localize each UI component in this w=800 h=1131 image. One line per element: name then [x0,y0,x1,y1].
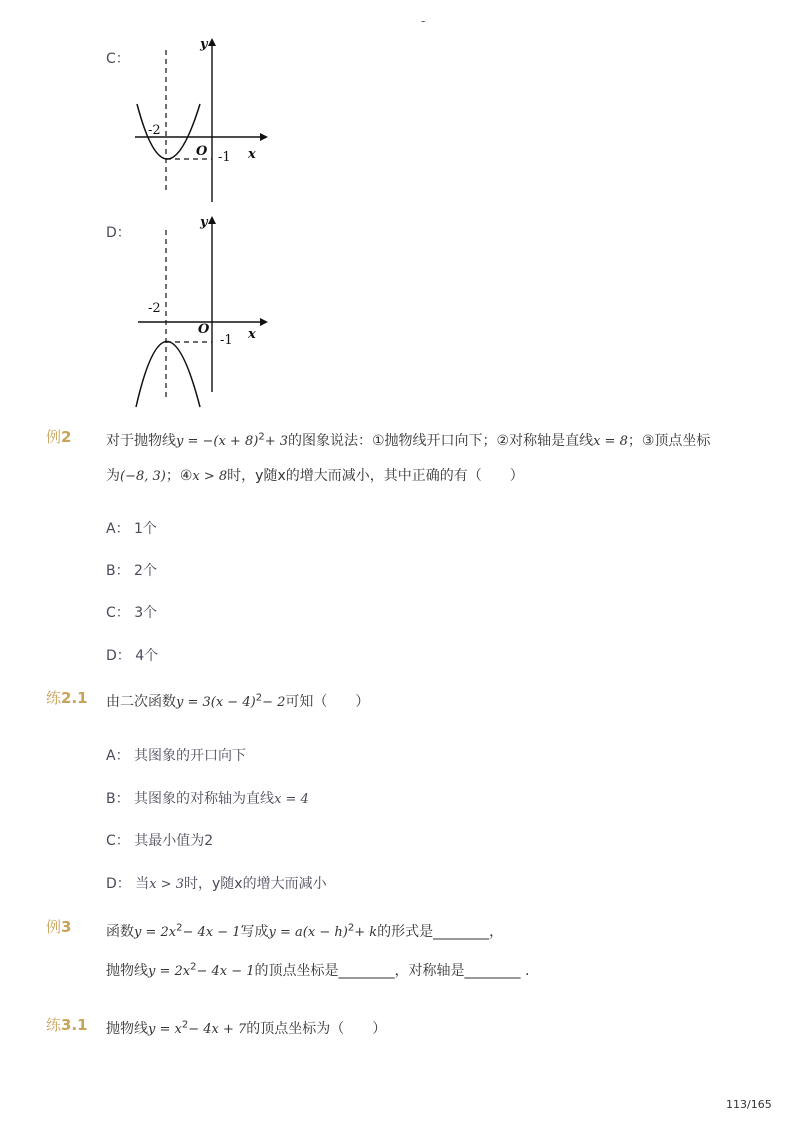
example-2-question-line2: 为(−8, 3)；④x > 8时，y随x的增大而减小，其中正确的有（ ） [106,468,524,484]
practice-3-1-question: 抛物线$y = x^2- 4x + 7$的顶点坐标为（ ） [106,1019,387,1037]
example-2-option-d[interactable]: D： 4个 [106,648,159,664]
parabola-curve [137,104,200,159]
practice-2-1-option-d[interactable]: D： 当x > 3时，y随x的增大而减小 [106,876,327,892]
header-mark: - [421,14,426,28]
example-3-question-line1: 函数$y = 2x^2- 4x - 1$写成$y = a(x - h)^2+ k$的形式是________， [106,922,504,940]
option-c-parabola-graph [130,34,270,204]
neg1-label: -1 [218,150,231,165]
x-label: x [248,327,256,342]
y-label: y [200,215,208,230]
example-3-label: 例3 [46,918,72,936]
option-d-label: D： [106,225,131,241]
origin-label: O [196,144,208,159]
neg1-label: -1 [220,333,233,348]
option-c-label: C： [106,51,130,67]
example-2-option-a[interactable]: A： 1个 [106,521,157,537]
neg2-label: -2 [148,301,161,316]
x-label: x [248,147,256,162]
practice-2-1-option-b[interactable]: B： 其图象的对称轴为直线x = 4 [106,791,309,807]
y-axis-arrow [208,38,216,46]
neg2-label: -2 [148,123,161,138]
example-2-question-line1: 对于抛物线$y = -(x + 8)^2+ 3$的图象说法：①抛物线开口向下；②对称轴是直线x = 8；③顶点坐标 [106,431,711,449]
parabola-curve [136,342,200,408]
practice-3-1-label: 练3.1 [46,1016,88,1034]
origin-label: O [198,322,210,337]
x-axis-arrow [260,318,268,326]
example-2-label: 例2 [46,428,72,446]
practice-2-1-question: 由二次函数$y = 3(x - 4)^2- 2$可知（ ） [106,692,370,710]
example-2-option-c[interactable]: C： 3个 [106,605,158,621]
practice-2-1-option-a[interactable]: A： 其图象的开口向下 [106,748,247,764]
y-label: y [200,37,208,52]
x-axis-arrow [260,133,268,141]
practice-2-1-option-c[interactable]: C： 其最小值为2 [106,833,214,849]
y-axis-arrow [208,216,216,224]
page-number: 113/165 [726,1098,772,1111]
practice-2-1-label: 练2.1 [46,689,88,707]
example-3-question-line2: 抛物线$y = 2x^2- 4x - 1$的顶点坐标是________，对称轴是________ . [106,961,530,979]
option-d-parabola-graph [130,212,270,412]
example-2-option-b[interactable]: B： 2个 [106,563,157,579]
